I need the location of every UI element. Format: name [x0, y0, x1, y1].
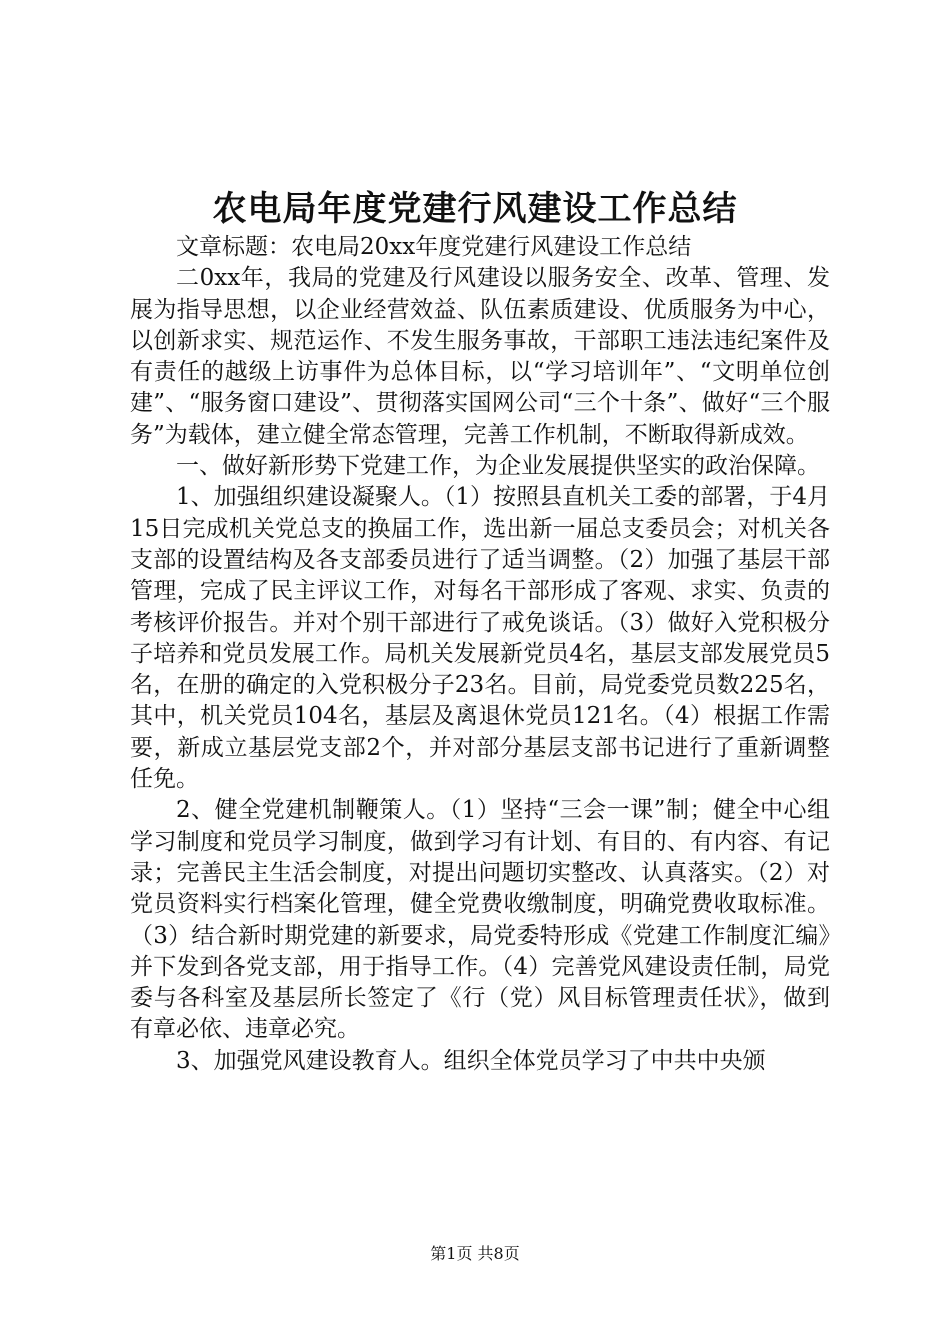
section-heading-1: 一、做好新形势下党建工作，为企业发展提供坚实的政治保障。	[176, 453, 820, 480]
paragraph-education: 3、加强党风建设教育人。组织全体党员学习了中共中央颁	[176, 1047, 766, 1074]
document-body	[130, 232, 830, 1077]
paragraph-organization: 1、加强组织建设凝聚人。（1）按照县直机关工委的部署，于4月15日完成机关党总支的换届工作，选出新一届总支委员会；对机关各支部的设置结构及各支部委员进行了适当调整。（2）加强了基层干部管理，完成了民主评议工作，对每名干部形成了客观、求实、负责的考核评价报告。并对个别干部进行了戒免谈话。（3）做好入党积极分子培养和党员发展工作。局机关发展新党员4名，基层支部发展党员5名，在册的确定的入党积极分子23名。目前，局党委党员数225名，其中，机关党员104名，基层及离退休党员121名。（4）根据工作需要，新成立基层党支部2个，并对部分基层支部书记进行了重新调整任免。	[130, 484, 830, 793]
page-number: 第1页 共8页	[430, 1244, 520, 1263]
paragraph-intro: 二0xx年，我局的党建及行风建设以服务安全、改革、管理、发展为指导思想，以企业经营效益、队伍素质建设、优质服务为中心，以创新求实、规范运作、不发生服务事故，干部职工违法违纪案件及有责任的越级上访事件为总体目标，以“学习培训年”、“文明单位创建”、“服务窗口建设”、贯彻落实国网公司“三个十条”、做好“三个服务”为载体，建立健全常态管理，完善工作机制，不断取得新成效。	[130, 265, 830, 448]
paragraph-mechanism: 2、健全党建机制鞭策人。（1）坚持“三会一课”制；健全中心组学习制度和党员学习制度，做到学习有计划、有目的、有内容、有记录；完善民主生活会制度，对提出问题切实整改、认真落实。（2）对党员资料实行档案化管理，健全党费收缴制度，明确党费收取标准。（3）结合新时期党建的新要求，局党委特形成《党建工作制度汇编》并下发到各党支部，用于指导工作。（4）完善党风建设责任制，局党委与各科室及基层所长签定了《行（党）风目标管理责任状》，做到有章必依、违章必究。	[130, 797, 830, 1043]
document-title: 农电局年度党建行风建设工作总结	[212, 189, 738, 229]
article-title-line: 文章标题：农电局20xx年度党建行风建设工作总结	[176, 234, 692, 260]
